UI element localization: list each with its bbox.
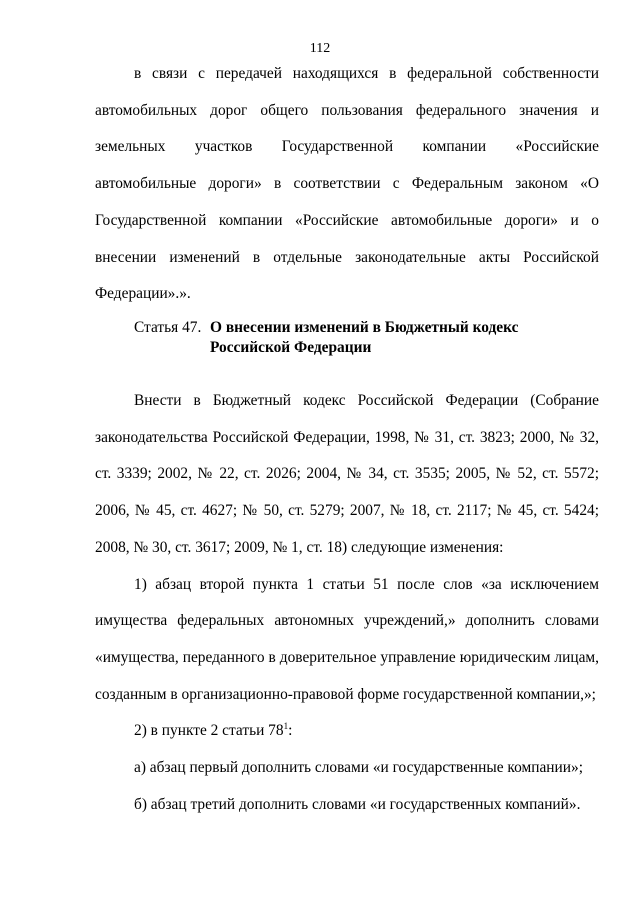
paragraph-item-2-end: : bbox=[288, 722, 293, 740]
article-number: Статья 47. bbox=[134, 319, 202, 336]
article-title: О внесении изменений в Бюджетный кодекс Российской Федерации bbox=[210, 319, 519, 356]
paragraph-item-1: 1) абзац второй пункта 1 статьи 51 после слов «за исключением имущества федеральных автономных учреждений,» дополнить словами «имущества, переданного в доверительное управление юридическим лицам, созданным в организационно-правовой форме государственной компании,»; bbox=[95, 575, 599, 703]
article-body bbox=[95, 383, 599, 823]
paragraph-subitem-a: а) абзац первый дополнить словами «и государственные компании»; bbox=[134, 759, 583, 777]
intro-paragraph: в связи с передачей находящихся в федеральной собственности автомобильных дорог общего пользования федерального значения и земельных участков Государственной компании «Российские автомобильные дороги» в соответствии с Федеральным законом «О Государственной компании «Российские автомобильные дороги» и о внесении изменений в отдельные законодательные акты Российской Федерации».». bbox=[95, 65, 599, 303]
paragraph-item-2 bbox=[95, 713, 599, 750]
article-heading bbox=[95, 318, 599, 358]
superscript: 1 bbox=[283, 721, 289, 732]
paragraph-subitem-b: б) абзац третий дополнить словами «и государственных компаний». bbox=[134, 795, 581, 813]
intro-section bbox=[95, 56, 599, 313]
paragraph-item-2-text: 2) в пункте 2 статьи 78 bbox=[134, 722, 284, 740]
page-number: 112 bbox=[309, 41, 331, 56]
paragraph-intro: Внести в Бюджетный кодекс Российской Федерации (Собрание законодательства Российской Федерации, 1998, № 31, ст. 3823; 2000, № 32, ст. 3339; 2002, № 22, ст. 2026; 2004, № 34, ст. 3535; 2005, № 52, ст. 5572; 2006, № 45, ст. 4627; № 50, ст. 5279; 2007, № 18, ст. 2117; № 45, ст. 5424; 2008, № 30, ст. 3617; 2009, № 1, ст. 18) следующие изменения: bbox=[95, 392, 599, 556]
